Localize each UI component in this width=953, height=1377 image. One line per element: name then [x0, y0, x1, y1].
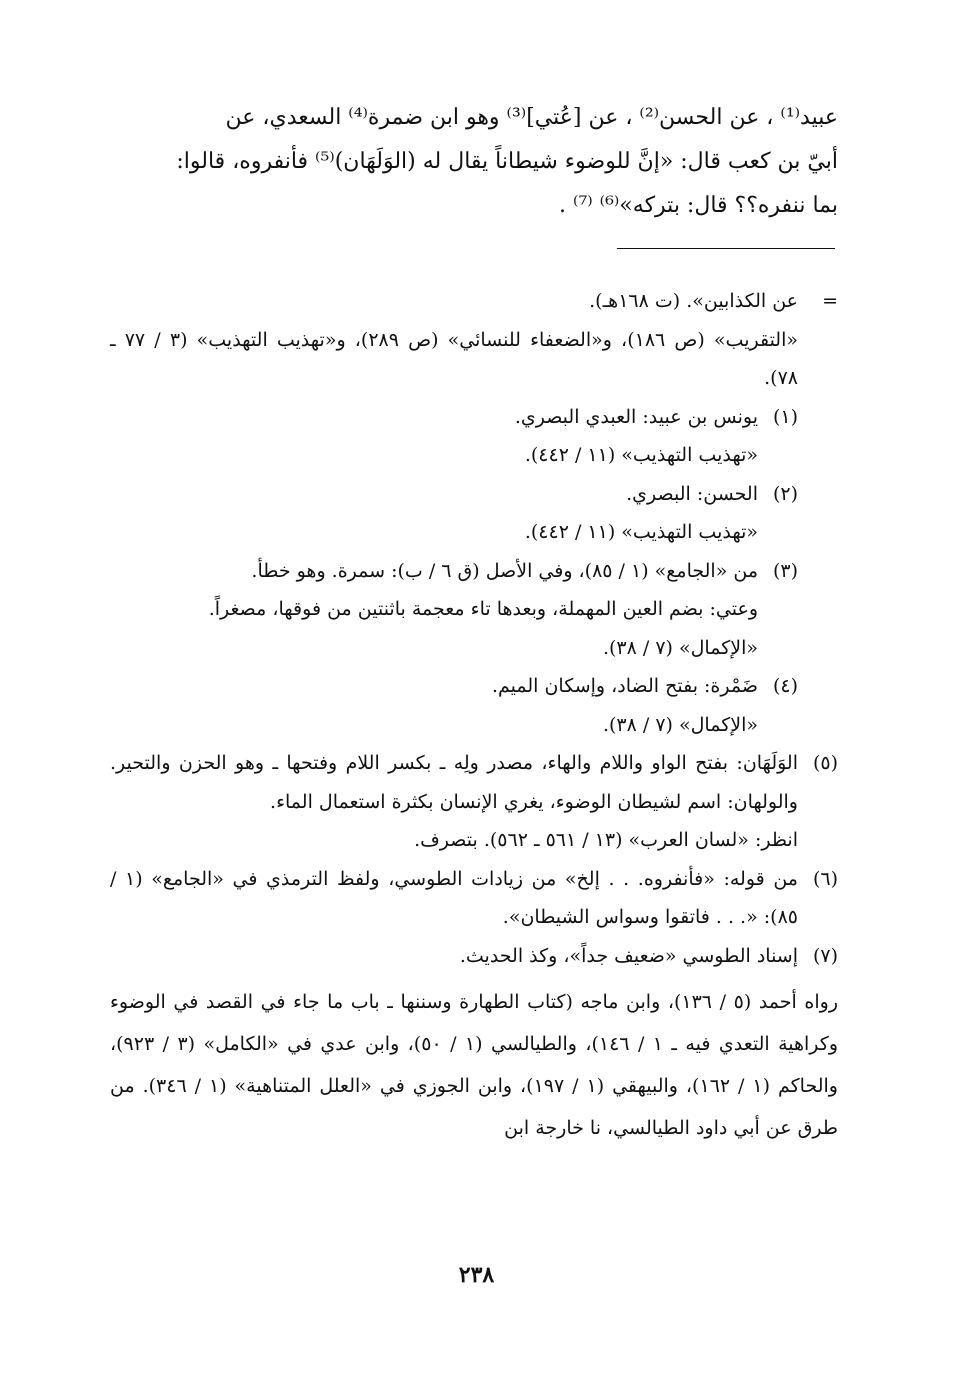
footnotes	[110, 282, 838, 1149]
footnote-line: «الإكمال» (٧ / ٣٨).	[602, 713, 758, 736]
footnote-line: الوَلَهَان: بفتح الواو واللام والهاء، مصدر ولِه ـ بكسر اللام وفتحها ـ وهو الحزن والتحير. والولهان: اسم لشيطان الوضوء، يغري الإنسان بكثرة استعمال الماء.	[110, 752, 798, 813]
footnote-line: ضَمْرة: بفتح الضاد، وإسكان الميم.	[491, 675, 758, 697]
footnote-number: (٣)	[772, 559, 798, 582]
footnote-line: «التقريب» (ص ١٨٦)، و«الضعفاء للنسائي» (ص ٢٨٩)، و«تهذيب التهذيب» (٣ / ٧٧ ـ ٧٨).	[110, 328, 798, 389]
footnote-line: يونس بن عبيد: العبدي البصري.	[514, 405, 758, 428]
page-number: ٢٣٨	[458, 1262, 495, 1288]
footnote-2	[110, 475, 838, 552]
main-line: أبيّ بن كعب قال: «إنَّ للوضوء شيطاناً يقال له (الوَلَهَان)⁽⁵⁾ فأنفروه، قالوا:	[176, 149, 838, 174]
footnote-1	[110, 398, 838, 475]
footnote-line: من «الجامع» (١ / ٨٥)، وفي الأصل (ق ٦ / ب): سمرة. وهو خطأ.	[251, 559, 758, 582]
footnote-6	[110, 860, 838, 937]
main-line: بما ننفره؟؟ قال: بتركه»⁽⁶⁾ ⁽⁷⁾ .	[559, 193, 838, 218]
footnote-paragraph: رواه أحمد (٥ / ١٣٦)، وابن ماجه (كتاب الطهارة وسننها ـ باب ما جاء في القصد في الوضوء وكراهية التعدي فيه ـ ١ / ١٤٦)، والطيالسي (١ / ٥٠)، وابن عدي في «الكامل» (٣ / ٩٢٣)، والحاكم (١ / ١٦٢)، والبيهقي (١ / ١٩٧)، وابن الجوزي في «العلل المتناهية» (١ / ٣٤٦). من طرق عن أبي داود الطيالسي، نا خارجة ابن	[110, 991, 839, 1139]
footnote-number: (٥)	[812, 752, 838, 774]
footnote-number: (٦)	[812, 867, 838, 890]
footnote-number: (٢)	[772, 482, 798, 505]
footnote-separator	[617, 248, 835, 249]
footnote-line: انظر: «لسان العرب» (١٣ / ٥٦١ ـ ٥٦٢). بتصرف.	[414, 829, 798, 851]
footnote-line: وعتي: بضم العين المهملة، وبعدها تاء معجمة باثنتين من فوقها، مصغراً.	[208, 598, 758, 620]
footnote-line: «تهذيب التهذيب» (١١ / ٤٤٢).	[524, 521, 758, 543]
main-text	[110, 96, 838, 228]
footnote-7-continuation	[110, 981, 838, 1149]
footnote-3	[110, 552, 838, 668]
main-line: عبيد⁽¹⁾ ، عن الحسن⁽²⁾ ، عن [عُتي]⁽³⁾ وهو ابن ضمرة⁽⁴⁾ السعدي، عن	[225, 105, 838, 130]
footnote-number: (٧)	[812, 944, 838, 967]
footnote-4	[110, 667, 838, 744]
footnote-7	[110, 937, 838, 976]
footnote-line: عن الكذابين». (ت ١٦٨هـ).	[589, 290, 798, 312]
footnote-number: (٤)	[772, 675, 798, 697]
footnote-line: من قوله: «فأنفروه. . . إلخ» من زيادات الطوسي، ولفظ الترمذي في «الجامع» (١ / ٨٥): «. . . فاتقوا وسواس الشيطان».	[110, 867, 798, 928]
footnote-line: «تهذيب التهذيب» (١١ / ٤٤٢).	[524, 444, 758, 466]
footnote-continuation	[110, 282, 838, 398]
footnote-line: «الإكمال» (٧ / ٣٨).	[602, 636, 758, 659]
footnote-line: إسناد الطوسي «ضعيف جداً»، وكذ الحديث.	[459, 944, 798, 967]
footnote-line: الحسن: البصري.	[626, 482, 758, 505]
footnote-number: (١)	[772, 405, 798, 428]
footnote-5	[110, 744, 838, 860]
continuation-mark: =	[822, 290, 838, 312]
